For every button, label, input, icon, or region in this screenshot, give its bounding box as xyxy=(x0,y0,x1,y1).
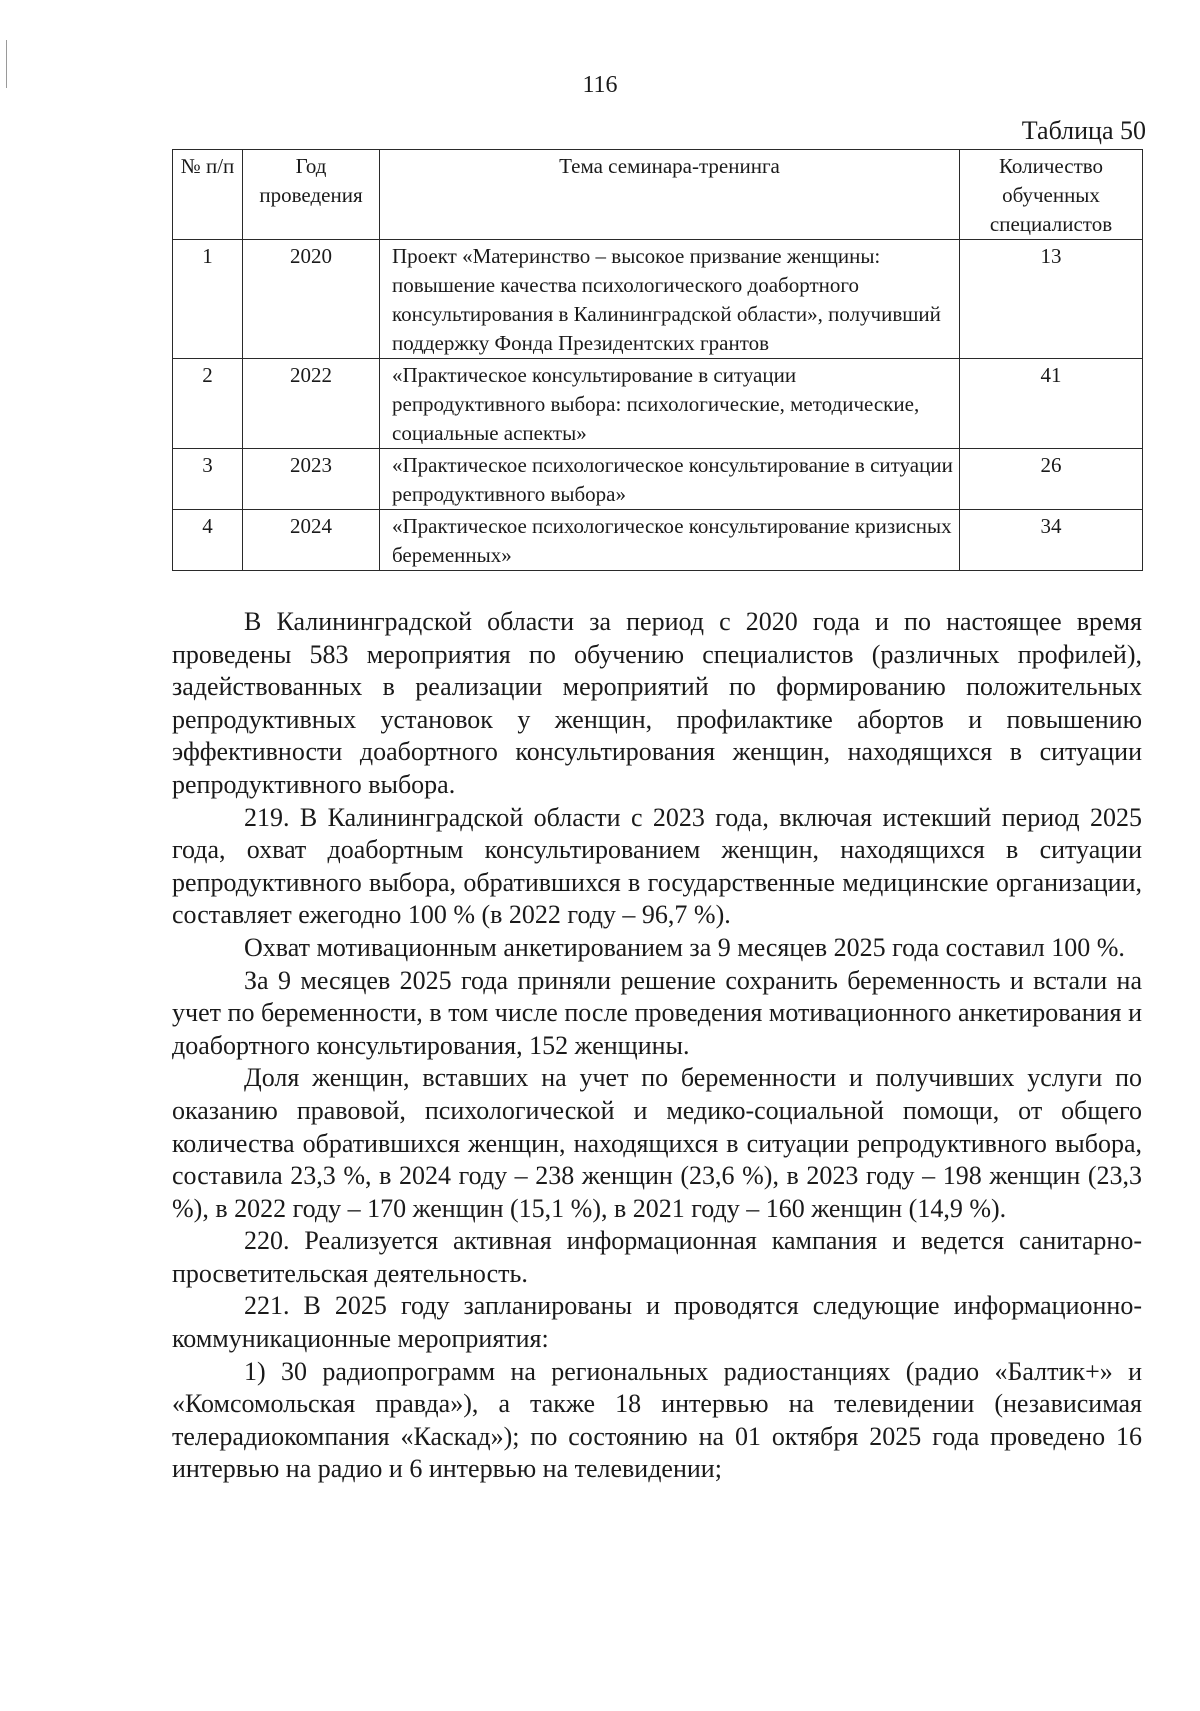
row-count: 13 xyxy=(960,240,1143,359)
header-year: Год проведения xyxy=(243,150,380,240)
row-topic: «Практическое психологическое консультирование в ситуации репродуктивного выбора» xyxy=(380,449,960,510)
row-topic: «Практическое консультирование в ситуации репродуктивного выбора: психологические, методические, социальные аспекты» xyxy=(380,359,960,449)
page-number: 116 xyxy=(582,72,618,98)
header-number: № п/п xyxy=(173,150,243,240)
paragraph-training-events: В Калининградской области за период с 2020 года и по настоящее время проведены 583 мероприятия по обучению специалистов (различных профилей), задействованных в реализации мероприятий по формированию положительных репродуктивных установок у женщин, профилактике абортов и повышению эффективности доабортного консультирования женщин, находящихся в ситуации репродуктивного выбора. xyxy=(172,607,1142,799)
row-year: 2023 xyxy=(243,449,380,510)
row-year: 2020 xyxy=(243,240,380,359)
header-topic: Тема семинара-тренинга xyxy=(380,150,960,240)
paragraph-219: 219. В Калининградской области с 2023 года, включая истекший период 2025 года, охват доабортным консультированием женщин, находящихся в ситуации репродуктивного выбора, обратившихся в государственные медицинские организации, составляет ежегодно 100 % (в 2022 году – 96,7 %). xyxy=(172,802,1142,930)
table-row xyxy=(173,240,1143,359)
table-row xyxy=(173,510,1143,571)
table-row xyxy=(173,359,1143,449)
body-text xyxy=(172,606,1142,1486)
header-count: Количество обученных специалистов xyxy=(960,150,1143,240)
table-row xyxy=(173,449,1143,510)
row-number: 1 xyxy=(173,240,243,359)
paragraph-women-share: Доля женщин, вставших на учет по беременности и получивших услуги по оказанию правовой, психологической и медико-социальной помощи, от общего количества обратившихся женщин, находящихся в ситуации репродуктивного выбора, составила 23,3 %, в 2024 году – 238 женщин (23,6 %), в 2023 году – 198 женщин (23,3 %), в 2022 году – 170 женщин (15,1 %), в 2021 году – 160 женщин (14,9 %). xyxy=(172,1063,1142,1223)
row-year: 2022 xyxy=(243,359,380,449)
row-number: 4 xyxy=(173,510,243,571)
row-count: 34 xyxy=(960,510,1143,571)
table-caption: Таблица 50 xyxy=(1021,116,1146,145)
row-count: 26 xyxy=(960,449,1143,510)
row-number: 3 xyxy=(173,449,243,510)
row-count: 41 xyxy=(960,359,1143,449)
paragraph-221: 221. В 2025 году запланированы и проводятся следующие информационно-коммуникационные мероприятия: xyxy=(172,1291,1142,1354)
table-header-row xyxy=(173,150,1143,240)
row-number: 2 xyxy=(173,359,243,449)
row-topic: Проект «Материнство – высокое призвание женщины: повышение качества психологического доабортного консультирования в Калининградской области», получивший поддержку Фонда Президентских грантов xyxy=(380,240,960,359)
row-year: 2024 xyxy=(243,510,380,571)
paragraph-item-1: 1) 30 радиопрограмм на региональных радиостанциях (радио «Балтик+» и «Комсомольская правда»), а также 18 интервью на телевидении (независимая телерадиокомпания «Каскад»); по состоянию на 01 октября 2025 года проведено 16 интервью на радио и 6 интервью на телевидении; xyxy=(172,1356,1142,1484)
paragraph-survey-coverage: Охват мотивационным анкетированием за 9 месяцев 2025 года составил 100 %. xyxy=(244,932,1125,962)
paragraph-pregnancy-decisions: За 9 месяцев 2025 года приняли решение сохранить беременность и встали на учет по беременности, в том числе после проведения мотивационного анкетирования и доабортного консультирования, 152 женщины. xyxy=(172,965,1142,1060)
row-topic: «Практическое психологическое консультирование кризисных беременных» xyxy=(380,510,960,571)
paragraph-220: 220. Реализуется активная информационная кампания и ведется санитарно-просветительская деятельность. xyxy=(172,1226,1142,1288)
seminars-table xyxy=(172,149,1143,571)
